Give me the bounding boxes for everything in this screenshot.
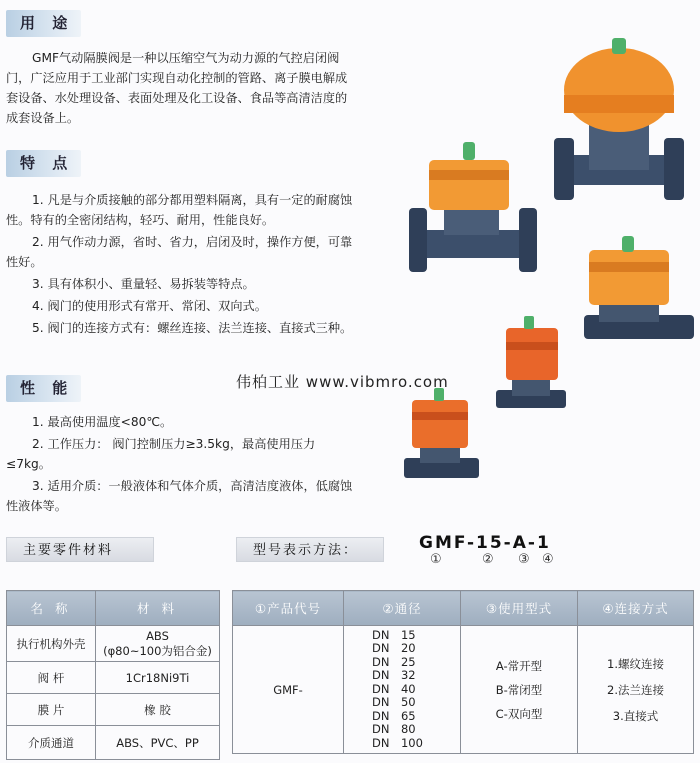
parts-header-name: 名 称 [7,591,96,626]
diameter-item: DN 25 [372,654,416,669]
model-header-type: ③使用型式 [461,591,578,626]
valve-product-photo [384,10,700,520]
performance-item: 2. 工作压力： 阀门控制压力≥3.5kg，最高使用压力≤7kg。 [6,437,316,471]
part-name: 介质通道 [7,726,96,760]
table-row [7,726,220,760]
connection-item: 1.螺纹连接 [607,656,664,671]
part-material: ABS (φ80~100为铝合金) [96,626,220,662]
part-name: 执行机构外壳 [7,626,96,662]
table-row [233,626,694,754]
diameter-list [344,626,461,754]
watermark: 伟柏工业 www.vibmro.com [236,373,449,391]
model-code: GMF-15-A-1 [419,533,551,553]
feature-item: 5. 阀门的连接方式有：螺丝连接、法兰连接、直接式三种。 [32,321,353,335]
model-header-diameter: ②通径 [344,591,461,626]
model-header-connection: ④连接方式 [578,591,694,626]
connection-list [578,626,694,754]
model-header-code: ①产品代号 [233,591,344,626]
parts-header-material: 材 料 [96,591,220,626]
parts-table [6,590,220,760]
diameter-item: DN 100 [372,735,423,750]
feature-item: 3. 具有体积小、重量轻、易拆装等特点。 [32,277,255,291]
table-row [7,626,220,662]
features-list [6,190,356,340]
type-list [461,626,578,754]
part-name: 膜 片 [7,694,96,726]
diameter-item: DN 65 [372,708,416,723]
model-title: 型号表示方法： [236,537,384,562]
performance-item: 1. 最高使用温度<80℃。 [32,415,173,429]
performance-item: 3. 适用介质：一般液体和气体介质，高清洁度液体，低腐蚀性液体等。 [6,479,353,513]
part-material: 1Cr18Ni9Ti [96,662,220,694]
feature-item: 4. 阀门的使用形式有常开、常闭、双向式。 [32,299,267,313]
diameter-item: DN 40 [372,681,416,696]
part-material: 橡 胶 [96,694,220,726]
model-table [232,590,694,754]
usage-text: GMF气动隔膜阀是一种以压缩空气为动力源的气控启闭阀门，广泛应用于工业部门实现自动化控制的管路、离子膜电解成套设备、水处理设备、表面处理及化工设备、食品等高清洁度的成套设备上。 [6,51,348,125]
section-title-performance: 性 能 [6,375,81,402]
product-code: GMF- [233,626,344,754]
feature-item: 1. 凡是与介质接触的部分都用塑料隔离，具有一定的耐腐蚀性。特有的全密闭结构，轻巧、耐用，性能良好。 [6,193,353,227]
table-row [7,694,220,726]
diameter-item: DN 32 [372,668,416,683]
type-item: C-双向型 [495,706,543,721]
section-title-features: 特 点 [6,150,81,177]
type-item: A-常开型 [495,658,543,673]
section-title-usage: 用 途 [6,10,81,37]
performance-list [6,412,356,518]
connection-item: 2.法兰连接 [607,682,664,697]
type-item: B-常闭型 [495,682,543,697]
feature-item: 2. 用气作动力源，省时、省力，启闭及时，操作方便，可靠性好。 [6,235,353,269]
diameter-item: DN 20 [372,641,416,656]
part-material: ABS、PVC、PP [96,726,220,760]
diameter-item: DN 15 [372,627,416,642]
diameter-item: DN 50 [372,695,416,710]
diameter-item: DN 80 [372,722,416,737]
table-row [7,662,220,694]
connection-item: 3.直接式 [612,708,659,723]
parts-table-title: 主要零件材料 [6,537,154,562]
part-name: 阀 杆 [7,662,96,694]
